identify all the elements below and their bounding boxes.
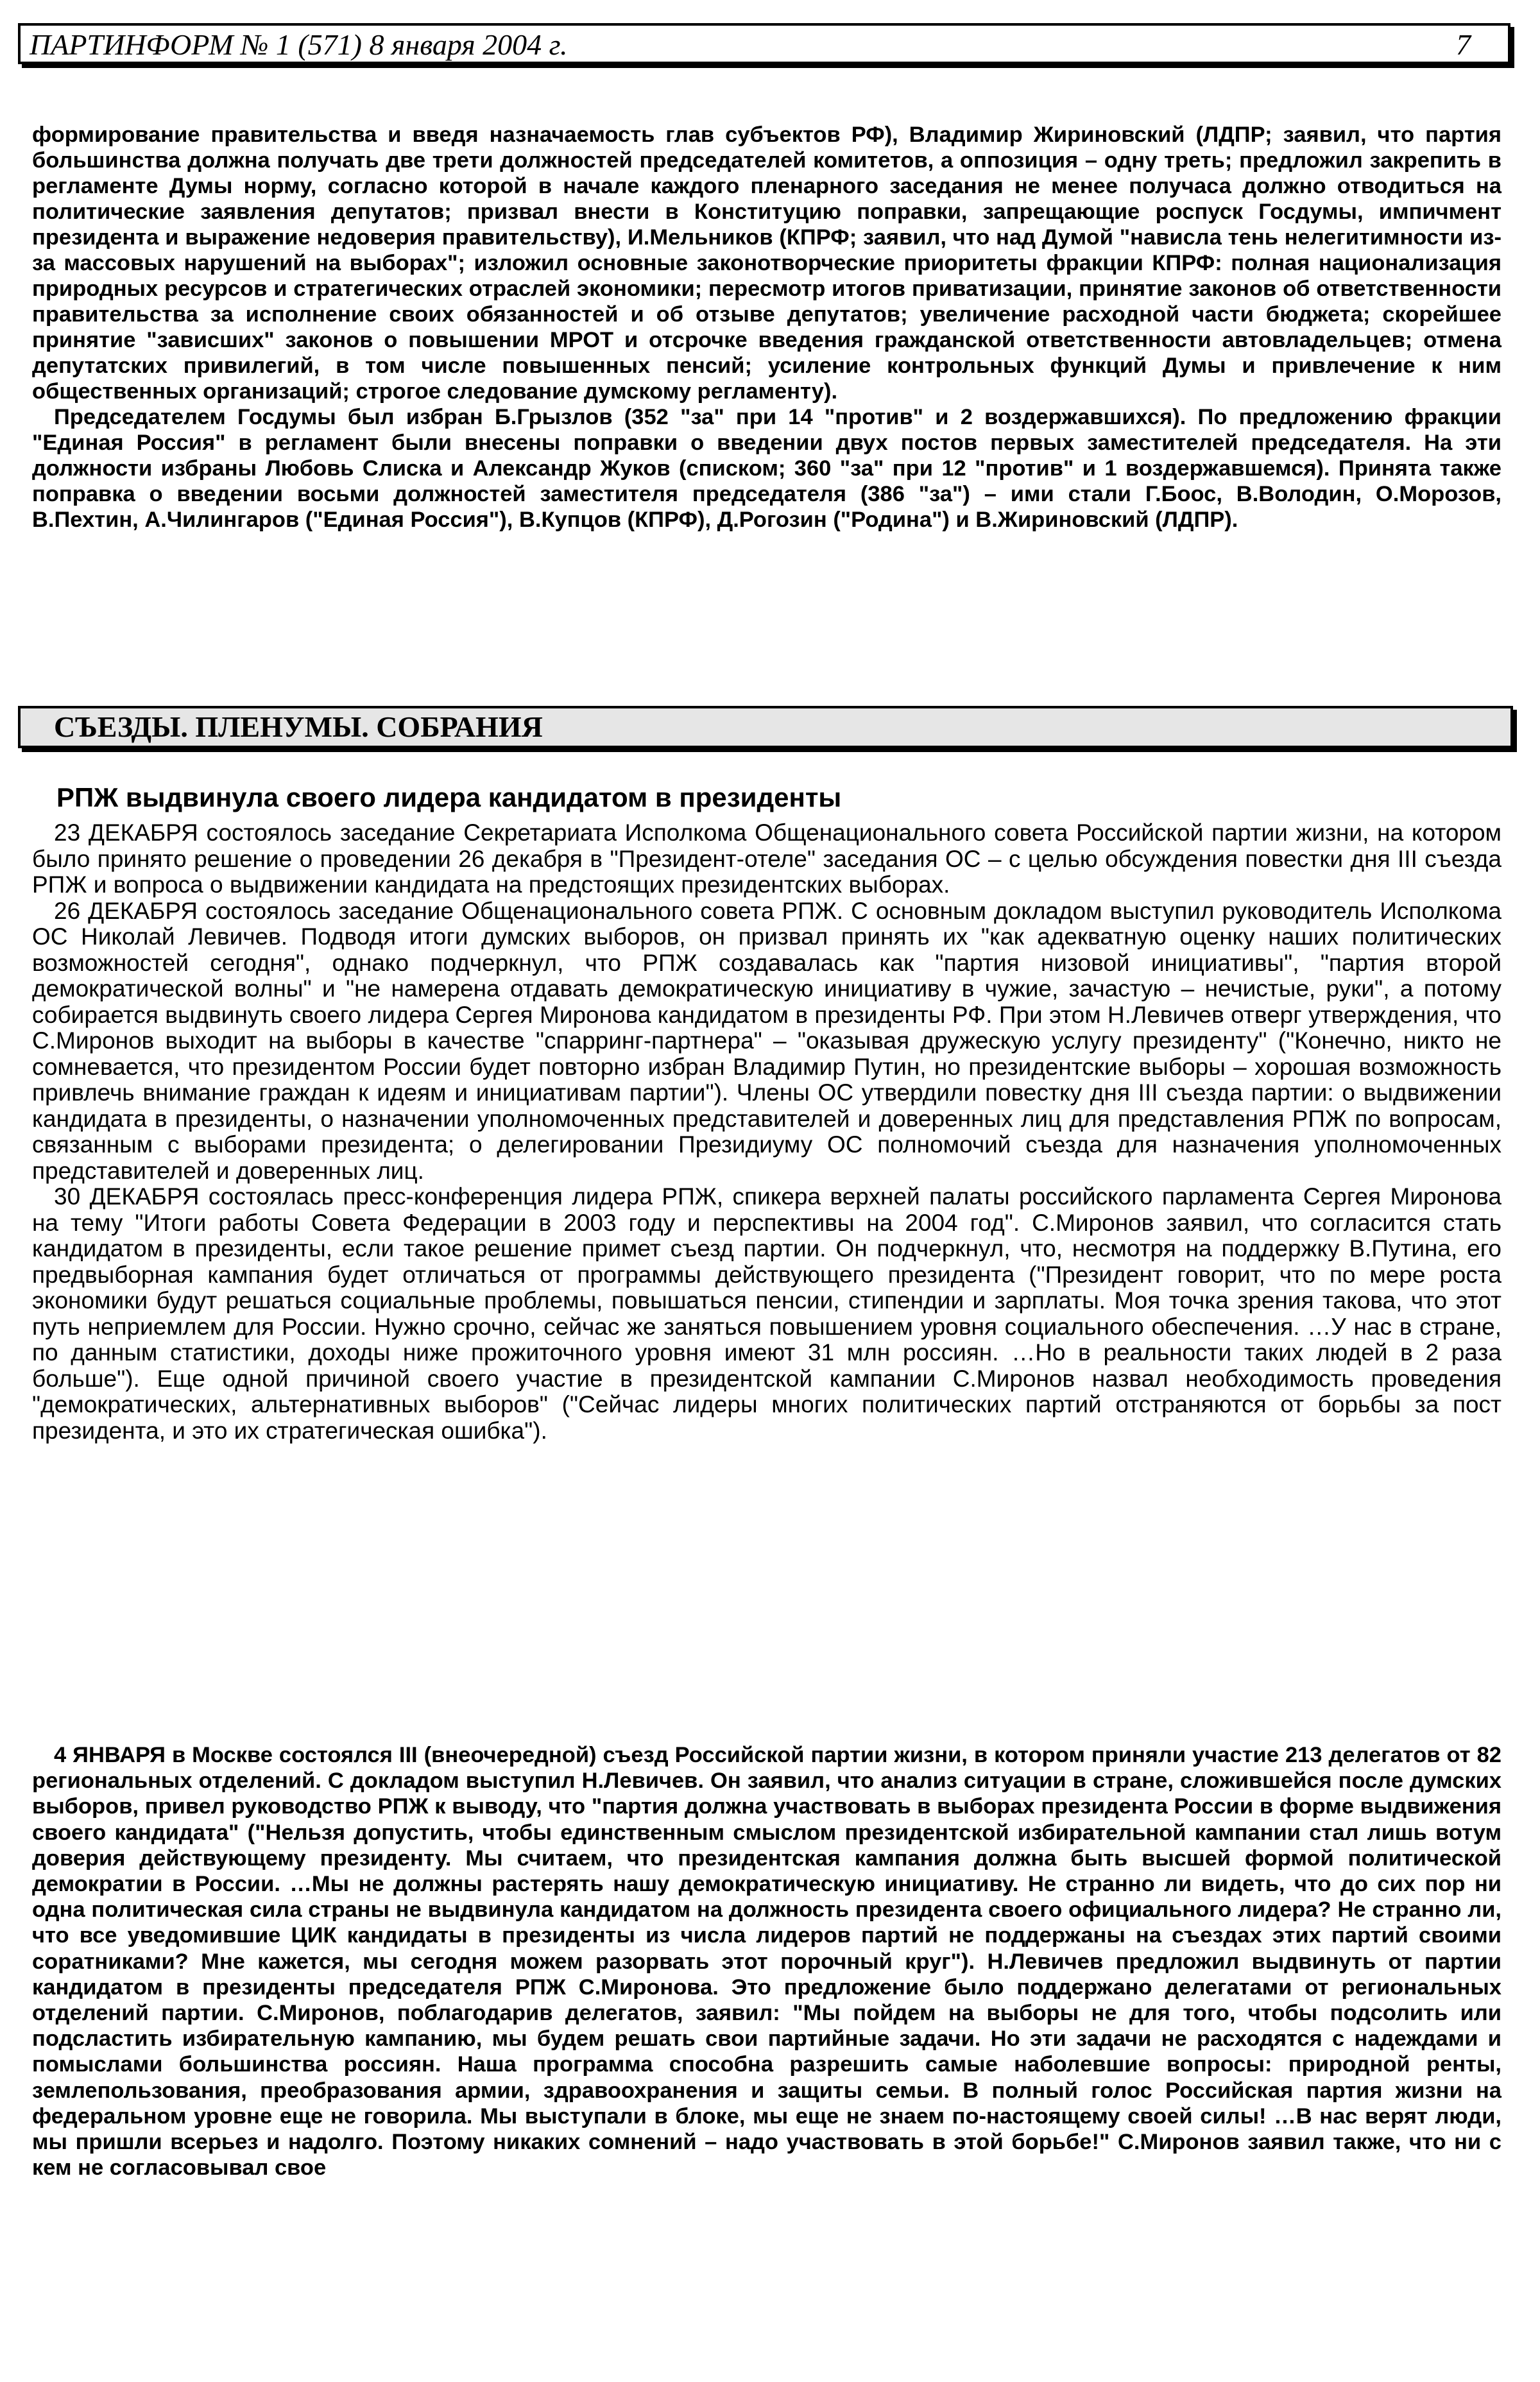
article-paragraph: 23 ДЕКАБРЯ состоялось заседание Секретариата Исполкома Общенационального совета Российской партии жизни, на котором было принято решение о проведении 26 декабря в "Президент-отеле" заседания ОС – с целью обсуждения повестки дня III съезда РПЖ и вопроса о выдвижении кандидата на предстоящих президентских выборах. [32, 819, 1502, 898]
article-paragraph-congress: 4 ЯНВАРЯ в Москве состоялся III (внеочередной) съезд Российской партии жизни, в котором приняли участие 213 делегатов от 82 региональных отделений. С докладом выступил Н.Левичев. Он заявил, что анализ ситуации в стране, сложившейся после думских выборов, привел руководство РПЖ к выводу, что "партия должна участвовать в выборах президента России в форме выдвижения своего кандидата" ("Нельзя допустить, чтобы единственным смыслом президентской избирательной кампании стал лишь вотум доверия действующему президенту. Мы считаем, что президентская кампания должна быть высшей формой политической демократии в России. …Мы не должны растерять нашу демократическую инициативу. Не странно ли видеть, что до сих пор ни одна политическая сила страны не выдвинула кандидатом на должность президента своего официального лидера? Не странно ли, что все уведомившие ЦИК кандидаты в президенты из числа лидеров партий не поддержаны на съездах этих партий своими соратниками? Мне кажется, мы сегодня можем разорвать этот порочный круг"). Н.Левичев предложил выдвинуть от партии кандидатом в президенты председателя РПЖ С.Миронова. Это предложение было поддержано делегатами от региональных отделений партии. С.Миронов, поблагодарив делегатов, заявил: "Мы пойдем на выборы не для того, чтобы подсолить или подсластить избирательную кампанию, мы будем решать свои партийные задачи. Но эти задачи не расходятся с надеждами и помыслами большинства россиян. Наша программа способна разрешить самые наболевшие вопросы: природной ренты, землепользования, преобразования армии, здравоохранения и защиты семьи. В полный голос Российская партия жизни на федеральном уровне еще не говорила. Мы выступали в блоке, мы еще не знаем по-настоящему своей силы! …В нас верят люди, мы пришли всерьез и надолго. Поэтому никаких сомнений – надо участвовать в этой борьбе!" С.Миронов заявил также, что ни с кем не согласовывал свое [32, 1743, 1502, 2181]
section-heading: СЪЕЗДЫ. ПЛЕНУМЫ. СОБРАНИЯ [18, 706, 1513, 748]
article-paragraph: 26 ДЕКАБРЯ состоялось заседание Общенационального совета РПЖ. С основным докладом выступил руководитель Исполкома ОС Николай Левичев. Подводя итоги думских выборов, он призвал принять их "как адекватную оценку наших политических возможностей сегодня", однако подчеркнул, что РПЖ создавалась как "партия низовой инициативы", "партия второй демократической волны" и "не намерена отдавать демократическую инициативу в чужие, зачастую – нечистые, руки", а потому собирается выдвинуть своего лидера Сергея Миронова кандидатом в президенты РФ. При этом Н.Левичев отверг утверждения, что С.Миронов выходит на выборы в качестве "спарринг-партнера" – "оказывая дружескую услугу президенту" ("Конечно, никто не сомневается, что президентом России будет повторно избран Владимир Путин, но президентские выборы – хорошая возможность привлечь внимание граждан к идеям и инициативам партии"). Члены ОС утвердили повестку дня III съезда партии: о выдвижении кандидата в президенты, о назначении уполномоченных представителей и доверенных лиц для представления РПЖ по вопросам, связанным с выборами президента; о делегировании Президиуму ОС полномочий съезда для назначения уполномоченных представителей и доверенных лиц. [32, 897, 1502, 1184]
article-title: РПЖ выдвинула своего лидера кандидатом в президенты [56, 782, 842, 812]
publication-title: ПАРТИНФОРМ № 1 (571) 8 января 2004 г. [30, 28, 568, 61]
article-bold-body [32, 1742, 1502, 2181]
article-body [32, 820, 1502, 1444]
article-paragraph: 30 ДЕКАБРЯ состоялась пресс-конференция лидера РПЖ, спикера верхней палаты российского парламента Сергея Миронова на тему "Итоги работы Совета Федерации в 2003 году и перспективы на 2004 год". С.Миронов заявил, что согласится стать кандидатом в президенты, если такое решение примет съезд партии. Он подчеркнул, что, несмотря на поддержку В.Путина, его предвыборная кампания будет отличаться от программы действующего президента ("Президент говорит, что по мере роста экономики будут решаться социальные проблемы, повышаться пенсии, стипендии и зарплаты. Моя точка зрения такова, что этот путь неприемлем для России. Нужно срочно, сейчас же заняться повышением уровня социального обеспечения. …У нас в стране, по данным статистики, доходы ниже прожиточного уровня имеют 31 млн россиян. …Но в реальности таких людей в 2 раза больше"). Еще одной причиной своего участие в президентской кампании С.Миронов назвал необходимость проведения "демократических, альтернативных выборов" ("Сейчас лидеры многих политических партий отстраняются от борьбы за пост президента, и это их стратегическая ошибка"). [32, 1183, 1502, 1444]
page-number: 7 [1456, 28, 1471, 61]
running-header [18, 23, 1510, 64]
continued-paragraph: формирование правительства и введя назначаемость глав субъектов РФ), Владимир Жириновский (ЛДПР; заявил, что партия большинства должна получать две трети должностей председателей комитетов, а оппозиция – одну треть; предложил закрепить в регламенте Думы норму, согласно которой в начале каждого пленарного заседания не менее получаса должно отводиться на политические заявления депутатов; призвал внести в Конституцию поправки, запрещающие роспуск Госдумы, импичмент президента и выражение недоверия правительству), И.Мельников (КПРФ; заявил, что над Думой "нависла тень нелегитимности из-за массовых нарушений на выборах"; изложил основные законотворческие приоритеты фракции КПРФ: полная национализация природных ресурсов и стратегических отраслей экономики; пересмотр итогов приватизации, принятие законов об ответственности правительства за исполнение своих обязанностей и об отзыве депутатов; увеличение расходной части бюджета; скорейшее принятие "зависших" законов о повышении МРОТ и отсрочке введения гражданской ответственности автовладельцев; отмена депутатских привилегий, в том числе повышенных пенсий; усиление контрольных функций Думы и привлечение к ним общественных организаций; строгое следование думскому регламенту). [32, 123, 1502, 404]
continued-article-text [32, 122, 1502, 533]
duma-chairman-paragraph: Председателем Госдумы был избран Б.Грызлов (352 "за" при 14 "против" и 2 воздержавшихся). По предложению фракции "Единая Россия" в регламент были внесены поправки о введении двух постов первых заместителей председателя. На эти должности избраны Любовь Слиска и Александр Жуков (списком; 360 "за" при 12 "против" и 1 воздержавшемся). Принята также поправка о введении восьми должностей заместителя председателя (386 "за") – ими стали Г.Боос, В.Володин, О.Морозов, В.Пехтин, А.Чилингаров ("Единая Россия"), В.Купцов (КПРФ), Д.Рогозин ("Родина") и В.Жириновский (ЛДПР). [32, 405, 1502, 532]
